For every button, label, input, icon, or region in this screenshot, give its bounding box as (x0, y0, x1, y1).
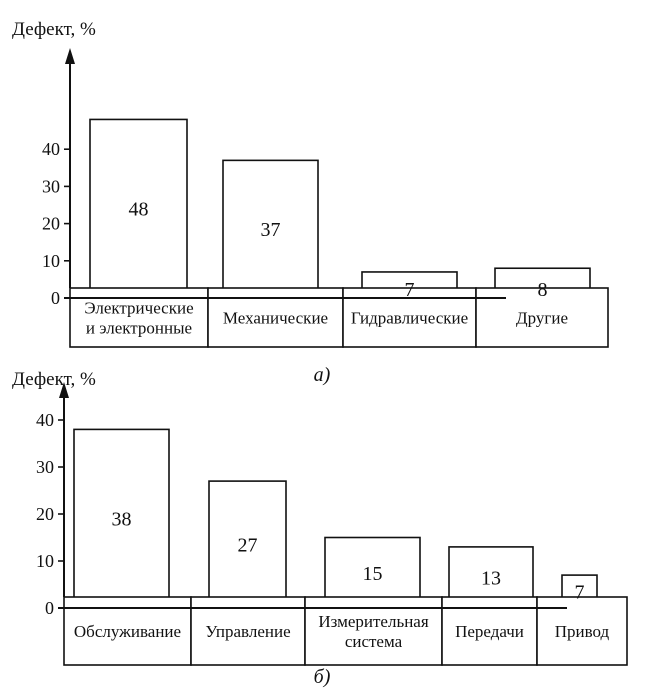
chart-1-y-axis-arrow (65, 48, 75, 64)
chart-2-data-label-3: 15 (362, 562, 383, 585)
chart-2-category-label-3: Измерительная система (318, 612, 429, 651)
chart-2-category-label-5: Привод (554, 622, 610, 641)
chart-2-y-tick-label-20: 20 (36, 504, 54, 524)
chart-1-category-label-4: Другие (516, 308, 568, 328)
chart-1-category-cell-1 (70, 288, 208, 347)
chart-1-data-label-3: 7 (404, 279, 415, 301)
chart-2-y-tick-label-0: 0 (45, 598, 54, 618)
chart-2-category-label-1: Обслуживание (73, 622, 182, 641)
chart-1-data-label-1: 48 (128, 198, 149, 221)
chart-1-data-label-2: 37 (260, 219, 281, 242)
chart-2-data-label-1: 38 (111, 508, 132, 531)
chart-2-y-tick-label-30: 30 (36, 457, 54, 477)
chart-1-caption: а) (313, 364, 331, 386)
chart-1-y-tick-label-10: 10 (42, 250, 60, 271)
chart-1-y-tick-label-20: 20 (42, 213, 60, 234)
chart-2-y-tick-label-40: 40 (36, 410, 54, 430)
chart-1-category-label-3: Гидравлические (350, 308, 469, 328)
chart-2-data-label-4: 13 (481, 567, 501, 590)
chart-2-y-tick-label-10: 10 (36, 551, 54, 571)
chart-2-category-label-4: Передачи (455, 622, 524, 641)
chart-1-y-axis-label: Дефект, % (12, 19, 96, 40)
chart-1-y-tick-label-30: 30 (42, 176, 60, 197)
chart-2-category-label-2: Управление (205, 622, 291, 641)
chart-1-y-tick-label-40: 40 (42, 139, 60, 160)
chart-1-y-tick-label-0: 0 (51, 288, 60, 308)
chart-1-data-label-4: 8 (537, 279, 548, 301)
chart-1-category-label-2: Механические (222, 308, 329, 328)
chart-1-category-label-1: Электрические и электронные (84, 298, 194, 338)
chart-2-data-label-2: 27 (237, 534, 258, 557)
chart-2-caption: б) (313, 666, 331, 688)
chart-2-data-label-5: 7 (574, 581, 585, 604)
chart-2-y-axis-label: Дефект, % (12, 369, 96, 390)
